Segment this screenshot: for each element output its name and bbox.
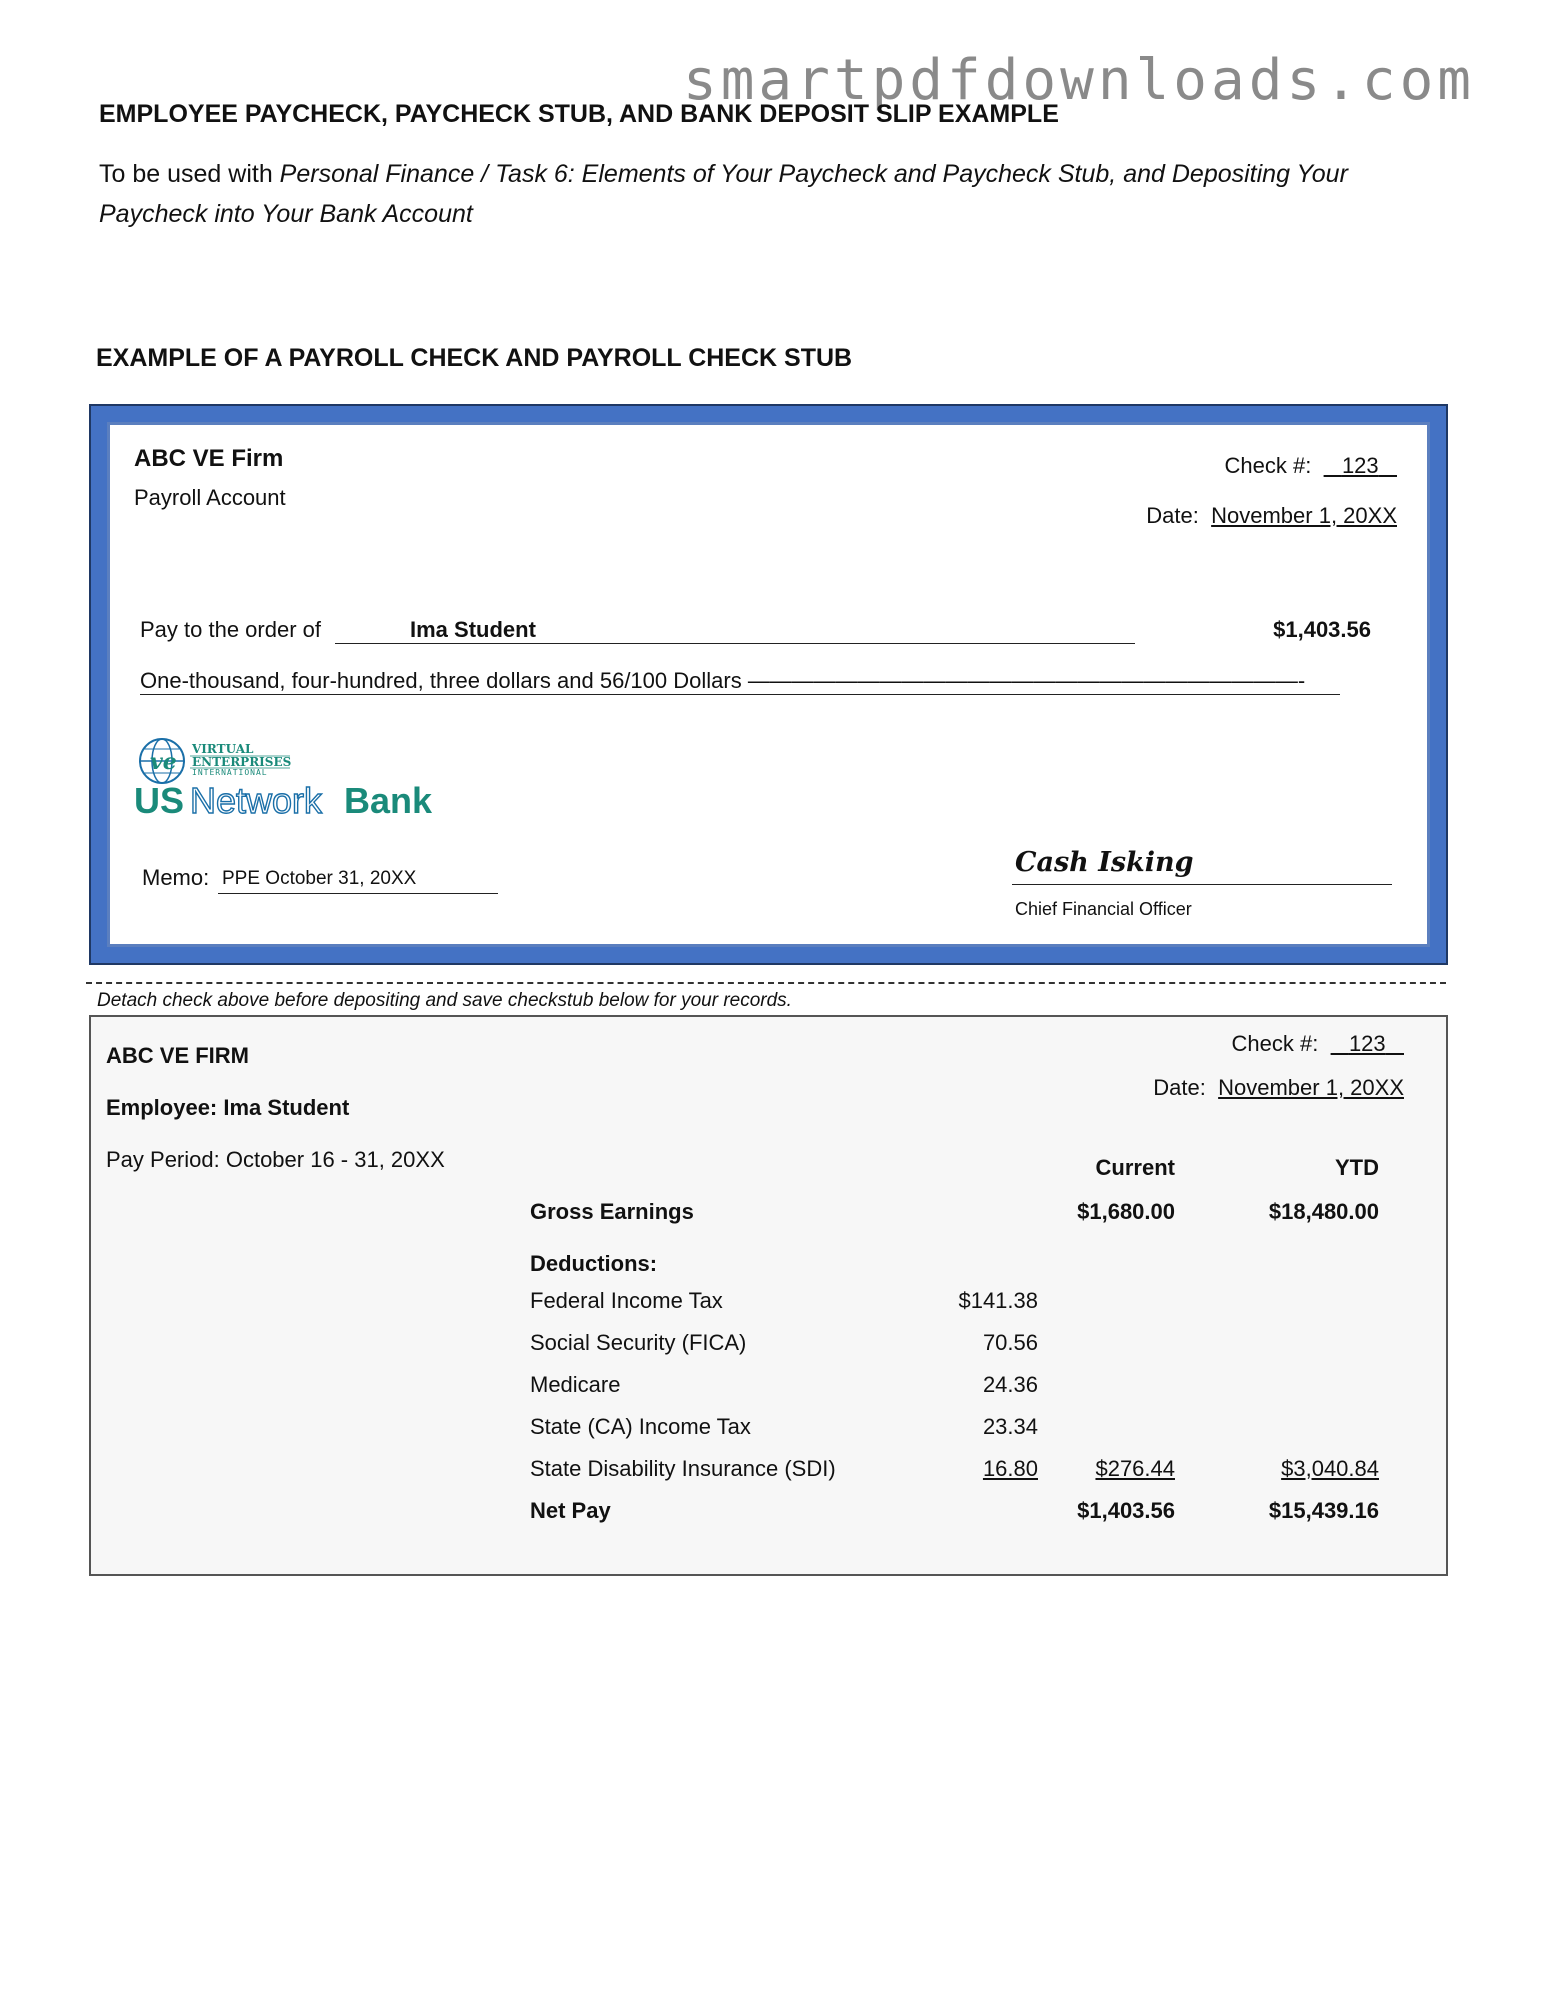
detach-instructions: Detach check above before depositing and save checkstub below for your records. — [97, 990, 792, 1011]
svg-text:Bank: Bank — [344, 780, 433, 821]
deduction-label: State (CA) Income Tax — [530, 1414, 751, 1439]
check-amount: $1,403.56 — [1273, 617, 1371, 642]
net-pay-ytd: $15,439.16 — [1268, 1498, 1379, 1523]
check-date — [1146, 503, 1397, 529]
stub-check-number — [1232, 1031, 1404, 1057]
gross-earnings-label: Gross Earnings — [530, 1199, 694, 1224]
section-title: EXAMPLE OF A PAYROLL CHECK AND PAYROLL CHECK STUB — [96, 344, 853, 372]
signature-line — [1012, 884, 1392, 885]
memo-line — [218, 893, 498, 894]
svg-text:Network: Network — [190, 780, 323, 821]
signature: Cash Isking — [1015, 847, 1194, 878]
gross-earnings-current: $1,680.00 — [1077, 1199, 1175, 1224]
memo-label: Memo: — [142, 865, 210, 890]
check-number-label: Check #: — [1224, 453, 1312, 478]
svg-text:ENTERPRISES: ENTERPRISES — [192, 755, 292, 769]
column-header-current: Current — [1095, 1155, 1175, 1180]
amount-words-line — [140, 694, 1340, 695]
check-date-value: November 1, 20XX — [1211, 503, 1397, 528]
check-body — [107, 422, 1430, 947]
stub-employee: Employee: Ima Student — [106, 1095, 350, 1120]
stub-check-number-value: 123 — [1348, 1031, 1386, 1056]
payee-line — [335, 643, 1135, 644]
amount-in-words: One-thousand, four-hundred, three dollars and 56/100 Dollars —————————————————————————- — [140, 668, 1306, 693]
column-header-ytd: YTD — [1335, 1155, 1379, 1180]
check-firm-name: ABC VE Firm — [134, 445, 284, 472]
globe-icon — [140, 739, 184, 783]
stub-firm-name: ABC VE FIRM — [106, 1043, 249, 1068]
stub-date — [1153, 1075, 1404, 1101]
payroll-check — [89, 404, 1448, 965]
deduction-amount: 24.36 — [982, 1372, 1038, 1397]
deduction-amount: 70.56 — [982, 1330, 1038, 1355]
deduction-label: Federal Income Tax — [530, 1288, 723, 1313]
svg-text:US: US — [134, 780, 185, 821]
deductions-total-current: $276.44 — [1095, 1456, 1175, 1481]
check-number — [1225, 453, 1397, 479]
watermark: smartpdfdownloads.com — [683, 48, 1476, 113]
deduction-amount: 23.34 — [982, 1414, 1038, 1439]
memo-value: PPE October 31, 20XX — [222, 868, 417, 889]
stub-date-label: Date: — [1153, 1075, 1206, 1100]
stub-check-number-label: Check #: — [1231, 1031, 1319, 1056]
deduction-label: State Disability Insurance (SDI) — [530, 1456, 836, 1481]
intro-prefix: To be used with — [99, 160, 280, 188]
signer-title: Chief Financial Officer — [1015, 899, 1192, 919]
intro-course-title: Personal Finance / Task 6: Elements of Your Paycheck and Paycheck Stub, and Depositing Your Paycheck into Your Bank Account — [99, 160, 1348, 228]
intro-text — [99, 154, 1399, 234]
stub-date-value: November 1, 20XX — [1218, 1075, 1404, 1100]
check-account-name: Payroll Account — [134, 485, 286, 510]
svg-text:ve: ve — [150, 749, 177, 775]
svg-text:VIRTUAL: VIRTUAL — [192, 742, 254, 756]
deduction-amount: 16.80 — [982, 1456, 1038, 1481]
check-number-value: 123 — [1341, 453, 1379, 478]
us-network-bank-logo — [132, 731, 452, 823]
deduction-label: Social Security (FICA) — [530, 1330, 747, 1355]
gross-earnings-ytd: $18,480.00 — [1268, 1199, 1379, 1224]
check-stub — [89, 1015, 1448, 1576]
pay-to-label: Pay to the order of — [140, 617, 321, 642]
detach-perforation — [86, 982, 1446, 984]
deduction-amount: $141.38 — [958, 1288, 1038, 1313]
payee-name: Ima Student — [410, 617, 536, 642]
check-date-label: Date: — [1146, 503, 1199, 528]
net-pay-current: $1,403.56 — [1077, 1498, 1175, 1523]
deductions-label: Deductions: — [530, 1251, 658, 1276]
deduction-label: Medicare — [530, 1372, 621, 1397]
stub-pay-period: Pay Period: October 16 - 31, 20XX — [106, 1147, 445, 1172]
document-title: EMPLOYEE PAYCHECK, PAYCHECK STUB, AND BANK DEPOSIT SLIP EXAMPLE — [99, 100, 1059, 128]
svg-text:INTERNATIONAL: INTERNATIONAL — [192, 768, 268, 777]
net-pay-label: Net Pay — [530, 1498, 611, 1523]
deductions-total-ytd: $3,040.84 — [1281, 1456, 1379, 1481]
